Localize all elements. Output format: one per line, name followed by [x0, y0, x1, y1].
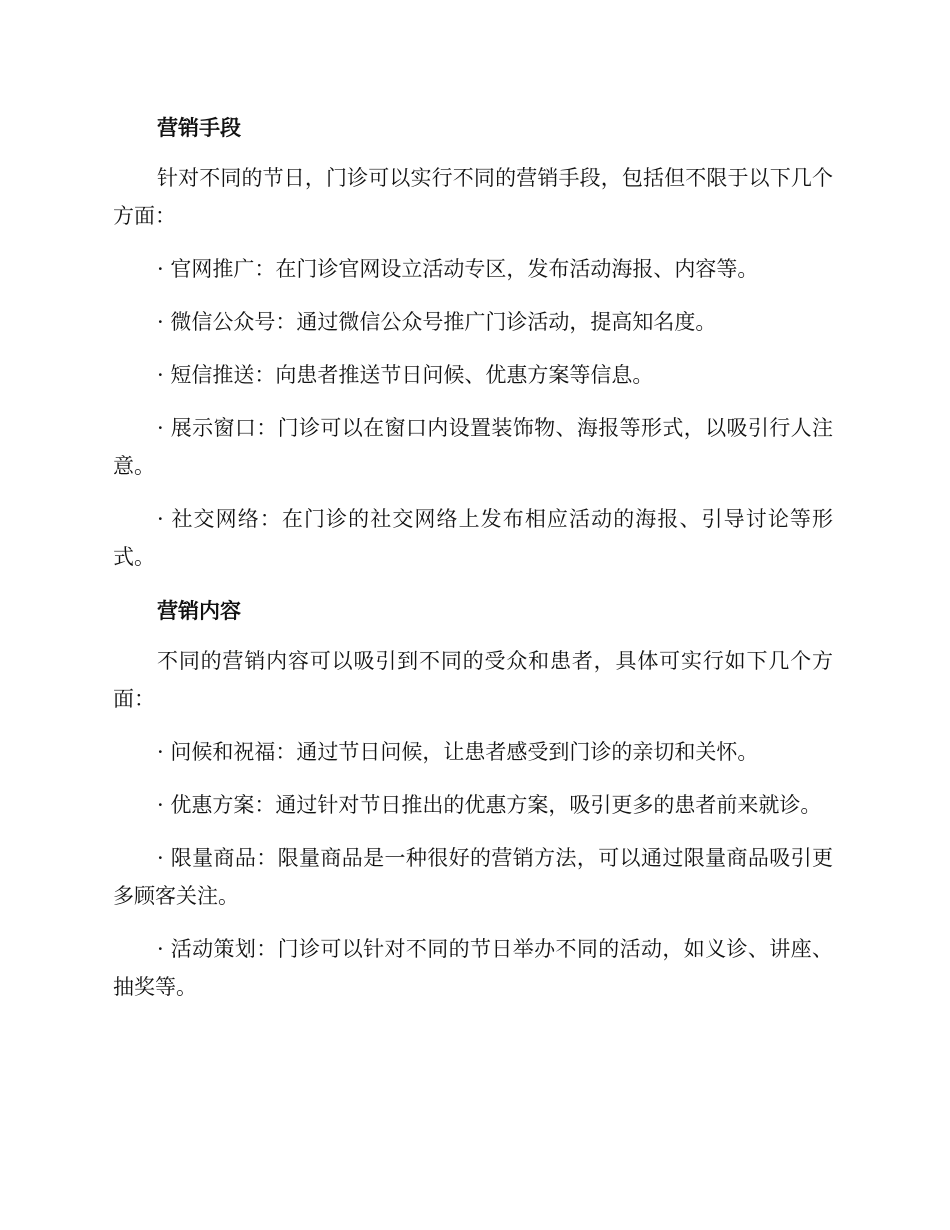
list-item: · 微信公众号：通过微信公众号推广门诊活动，提高知名度。: [157, 310, 717, 334]
list-item: · 展示窗口：门诊可以在窗口内设置装饰物、海报等形式，以吸引行人注意。: [113, 416, 833, 478]
section-heading: 营销内容: [157, 599, 241, 623]
section-marketing-content: [113, 591, 833, 1006]
section-heading: 营销手段: [157, 116, 241, 140]
document-page: [113, 108, 833, 1021]
list-item: · 问候和祝福：通过节日问候，让患者感受到门诊的亲切和关怀。: [157, 740, 759, 764]
list-item: · 活动策划：门诊可以针对不同的节日举办不同的活动，如义诊、讲座、抽奖等。: [113, 937, 833, 999]
section-intro: 不同的营销内容可以吸引到不同的受众和患者，具体可实行如下几个方面：: [113, 649, 833, 711]
list-item: · 优惠方案：通过针对节日推出的优惠方案，吸引更多的患者前来就诊。: [157, 793, 822, 817]
section-intro: 针对不同的节日，门诊可以实行不同的营销手段，包括但不限于以下几个方面：: [113, 166, 833, 228]
section-marketing-methods: [113, 108, 833, 576]
list-item: · 限量商品：限量商品是一种很好的营销方法，可以通过限量商品吸引更多顾客关注。: [113, 846, 833, 908]
list-item: · 社交网络：在门诊的社交网络上发布相应活动的海报、引导讨论等形式。: [113, 507, 833, 569]
list-item: · 官网推广：在门诊官网设立活动专区，发布活动海报、内容等。: [157, 257, 759, 281]
list-item: · 短信推送：向患者推送节日问候、优惠方案等信息。: [157, 363, 654, 387]
